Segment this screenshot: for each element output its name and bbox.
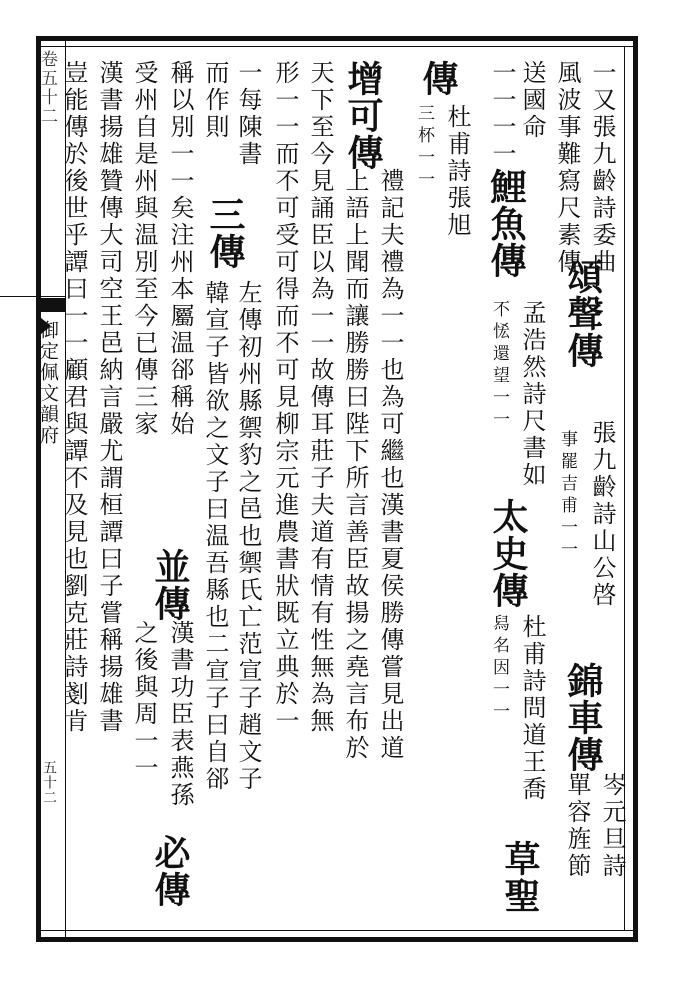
text-column: 風波事難寫尺素傳 — [553, 60, 581, 276]
text-column: 張九齡詩山公啓 — [588, 420, 616, 609]
text-column: 禮記夫禮為一一也為可繼也漢書夏侯勝傳嘗見出道 — [376, 168, 404, 762]
frame-inner-rule-top — [36, 46, 638, 47]
text-column: 一每陳書 — [234, 60, 262, 168]
entry-headword: 增可傳 — [342, 60, 384, 171]
entry-headword: 並傳 — [149, 548, 191, 622]
text-column: 舄名因一一 — [489, 614, 509, 724]
margin-book-title: 御定佩文韻府 — [37, 320, 59, 446]
entry-headword: 必傳 — [149, 834, 191, 908]
page-margin-column — [0, 36, 66, 942]
text-column: 形一一而不可受可得而不可見柳宗元進農書狀既立典於一 — [271, 60, 299, 735]
text-column: 豈能傳於後世乎譚曰一一顧君與譚不及見也劉克莊詩剗肯 — [60, 60, 88, 735]
entry-headword: 三傳 — [204, 196, 246, 270]
text-column: 天下至今見誦臣以為一一故傳耳莊子夫道有情有性無為無 — [306, 60, 334, 735]
entry-headword: 傳 — [417, 60, 459, 97]
text-column: 岑元旦詩 — [598, 772, 626, 880]
text-column: 上語上聞而讓勝勝曰陛下所言善臣故揚之堯言布於 — [341, 168, 369, 762]
text-column: 漢書揚雄贊傳大司空王邑納言嚴尤謂桓譚曰子嘗稱揚雄書 — [95, 60, 123, 735]
text-column: 稱以別一一矣注州本屬温郤稱始 — [166, 60, 194, 438]
entry-headword: 鯉魚傳 — [485, 168, 527, 279]
margin-rule — [0, 296, 66, 297]
text-column: 不恡還望一一 — [489, 300, 509, 432]
entry-headword: 錦車傳 — [562, 662, 604, 773]
text-column: 孟浩然詩尺書如 — [518, 300, 546, 489]
text-column: 韓宣子皆欲之文子曰温吾縣也二宣子曰自郤 — [201, 280, 229, 793]
text-column: 杜甫詩問道王喬 — [518, 614, 546, 803]
text-column: 之後與周一一 — [130, 620, 158, 782]
text-column: 漢書功臣表燕孫 — [166, 620, 194, 809]
text-column: 三杯一一 — [414, 104, 434, 192]
text-column: 一一一一 — [488, 60, 516, 168]
text-column: 一又張九齡詩委曲 — [588, 60, 616, 276]
entry-headword: 頌聲傳 — [562, 258, 604, 369]
text-column: 送國命 — [518, 60, 546, 141]
margin-volume-label: 卷五十二 — [37, 50, 57, 126]
text-column: 單容旌節 — [563, 772, 591, 880]
entry-headword: 太史傳 — [487, 498, 529, 609]
text-column: 杜甫詩張旭 — [443, 104, 471, 239]
margin-folio-number: 五十二 — [41, 760, 57, 805]
text-column: 受州自是州與温別至今已傳三家 — [130, 60, 158, 438]
frame-inner-rule-bottom — [36, 930, 638, 931]
text-column: 事罷吉甫一一 — [557, 430, 577, 562]
text-column: 左傳初州縣禦豹之邑也禦氏亡范宣子趙文子 — [234, 280, 262, 793]
entry-headword: 草聖 — [499, 840, 541, 914]
text-column: 而作則 — [201, 60, 229, 141]
page-outer-frame — [36, 36, 638, 942]
